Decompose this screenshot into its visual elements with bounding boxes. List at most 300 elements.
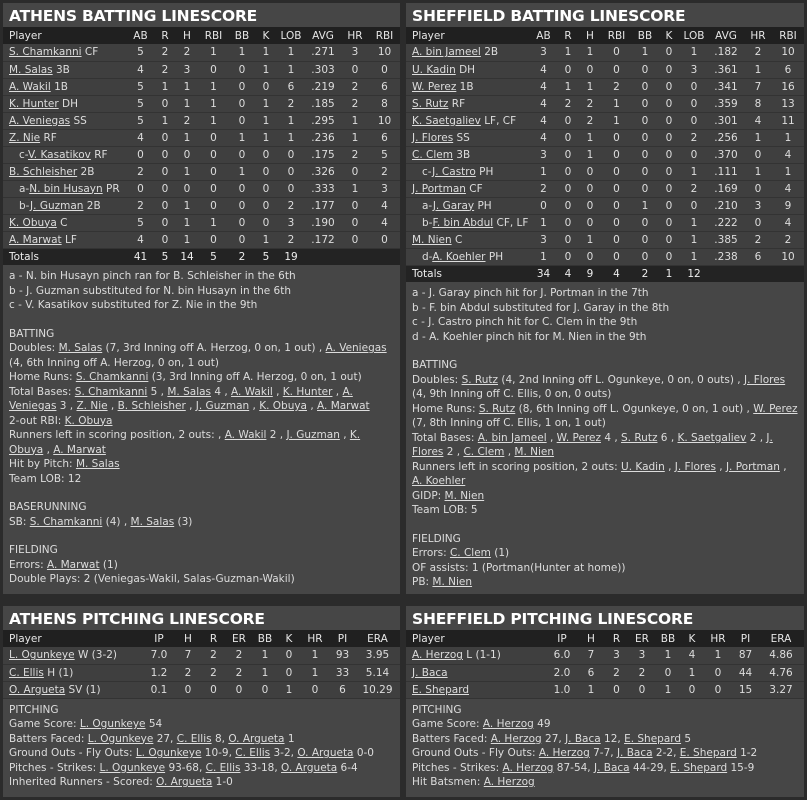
player-link[interactable]: J. Guzman bbox=[30, 199, 84, 212]
stat-cell: 0 bbox=[210, 165, 217, 178]
stat-cell: 3 bbox=[540, 233, 547, 246]
player-link[interactable]: S. Chamkanni bbox=[74, 385, 148, 398]
stat-cell: .256 bbox=[714, 131, 738, 144]
player-cell bbox=[3, 146, 127, 163]
player-link[interactable]: L. Ogunkeye bbox=[79, 718, 146, 730]
stat-cell: 4 bbox=[784, 182, 792, 195]
stat-text: , bbox=[715, 460, 726, 473]
player-link[interactable]: C. Ellis bbox=[205, 761, 241, 774]
stat-text: (3) bbox=[174, 515, 193, 528]
stat-cell: 0 bbox=[690, 80, 698, 93]
player-link[interactable]: A. Marwat bbox=[317, 400, 370, 412]
player-link[interactable]: M. Salas bbox=[58, 342, 103, 354]
player-link[interactable]: A. Herzog bbox=[482, 718, 534, 730]
player-link[interactable]: J. Guzman bbox=[195, 400, 250, 412]
stat-text: 87-54, bbox=[553, 761, 594, 774]
stat-line bbox=[412, 575, 798, 590]
stat-cell: 0 bbox=[665, 182, 673, 195]
player-link[interactable]: A. Marwat bbox=[46, 558, 100, 571]
table-row bbox=[406, 197, 804, 214]
col-header: AVG bbox=[715, 29, 737, 42]
player-link[interactable]: J. Garay bbox=[432, 199, 475, 212]
stat-cell: 0 bbox=[261, 683, 269, 696]
stat-cell: 0 bbox=[137, 182, 144, 195]
stat-text: 3-2, bbox=[270, 747, 298, 759]
player-link[interactable]: L. Ogunkeye bbox=[87, 732, 154, 745]
player-link[interactable]: J. Baca bbox=[593, 761, 630, 774]
player-link[interactable]: S. Rutz bbox=[621, 431, 658, 444]
col-header: RBI bbox=[375, 29, 394, 42]
notes bbox=[3, 699, 400, 794]
col-header: R bbox=[161, 29, 169, 42]
table-row bbox=[406, 664, 804, 681]
stat-cell: 4 bbox=[137, 131, 144, 144]
stat-label: Total Bases: bbox=[9, 385, 75, 398]
player-link[interactable]: O. Argueta bbox=[297, 747, 354, 759]
player-link[interactable]: U. Kadin bbox=[621, 460, 665, 473]
player-link[interactable]: A. Wakil bbox=[9, 80, 51, 93]
stat-text: 2 , bbox=[266, 429, 287, 441]
table-row bbox=[3, 647, 400, 664]
player-link[interactable]: J. Baca bbox=[616, 747, 653, 759]
totals-cell: 34 bbox=[536, 267, 551, 280]
sheffield-batting-panel bbox=[406, 3, 804, 594]
col-header: BB bbox=[660, 632, 676, 645]
stat-cell: 0 bbox=[613, 216, 620, 229]
player-position: CF bbox=[469, 182, 483, 195]
stat-line bbox=[9, 775, 394, 790]
player-link[interactable]: A. Koehler bbox=[432, 250, 486, 263]
stat-cell: 1 bbox=[784, 165, 792, 178]
col-header: LOB bbox=[280, 29, 302, 42]
player-link[interactable]: S. Chamkanni bbox=[75, 371, 149, 383]
stat-cell: 2 bbox=[351, 80, 359, 93]
player-link[interactable]: S. Chamkanni bbox=[9, 46, 82, 59]
stat-text: 3 , bbox=[56, 400, 77, 412]
player-link[interactable]: A. Veniegas bbox=[9, 385, 353, 412]
col-header: ERA bbox=[770, 632, 792, 645]
stat-cell: 0 bbox=[665, 63, 673, 76]
stat-cell: 1 bbox=[210, 216, 217, 229]
stat-cell: 0 bbox=[754, 148, 762, 161]
stat-cell: 0 bbox=[161, 216, 169, 229]
stat-cell: 0 bbox=[238, 97, 246, 110]
stat-cell: 2 bbox=[638, 666, 646, 679]
player-link[interactable]: C. Clem bbox=[412, 148, 453, 161]
stat-label: Hit Batsmen: bbox=[412, 776, 484, 788]
player-link[interactable]: K. Obuya bbox=[64, 414, 113, 427]
stat-line bbox=[412, 460, 798, 489]
player-link[interactable]: M. Salas bbox=[130, 515, 175, 528]
stat-cell: 4 bbox=[381, 216, 388, 229]
stat-label: PB: bbox=[412, 576, 433, 588]
col-header: R bbox=[612, 632, 621, 645]
stat-cell: 1 bbox=[238, 131, 246, 144]
stat-cell: 1 bbox=[564, 46, 572, 59]
stat-cell: 4 bbox=[688, 649, 696, 662]
stat-cell: 0 bbox=[262, 216, 270, 229]
pitcher-link[interactable]: L. Ogunkeye bbox=[9, 649, 75, 662]
player-link[interactable]: W. Perez bbox=[753, 402, 798, 415]
stat-line bbox=[9, 385, 394, 414]
player-link[interactable]: F. bin Abdul bbox=[432, 216, 494, 229]
stat-cell: 6 bbox=[784, 63, 792, 76]
stat-cell: 4 bbox=[540, 63, 547, 76]
stat-cell: 0 bbox=[351, 199, 359, 212]
stat-line bbox=[412, 402, 798, 431]
stat-cell: 0 bbox=[564, 233, 572, 246]
stat-text: 54 bbox=[145, 718, 163, 730]
stat-text: (4, 6th Inning off A. Herzog, 0 on, 1 out) bbox=[9, 356, 219, 369]
sheffield-pitching-panel bbox=[406, 606, 804, 797]
stat-cell: 0 bbox=[381, 233, 388, 246]
player-link[interactable]: M. Salas bbox=[9, 63, 53, 76]
stat-cell: 0 bbox=[161, 199, 169, 212]
stat-cell: .303 bbox=[311, 63, 335, 76]
stat-cell: 2.0 bbox=[553, 666, 571, 679]
stat-label: Team LOB: 5 bbox=[412, 504, 478, 516]
player-link[interactable]: Z. Nie bbox=[9, 131, 41, 144]
stat-text: 2 , bbox=[443, 446, 464, 458]
stat-text: , bbox=[779, 460, 787, 473]
stat-cell: 2 bbox=[235, 649, 243, 662]
header-row bbox=[406, 27, 804, 44]
player-cell bbox=[406, 163, 530, 180]
stat-cell: 0 bbox=[564, 250, 572, 263]
stat-text: 6-4 bbox=[337, 761, 358, 774]
player-link[interactable]: O. Argueta bbox=[156, 776, 213, 788]
stat-cell: .361 bbox=[714, 63, 738, 76]
stat-cell: 0 bbox=[351, 233, 359, 246]
pitcher-link[interactable]: J. Baca bbox=[412, 666, 448, 679]
pitcher-cell bbox=[3, 681, 143, 698]
player-link[interactable]: A. Wakil bbox=[224, 429, 267, 441]
player-link[interactable]: A. bin Jameel bbox=[412, 46, 481, 59]
stat-cell: 7 bbox=[184, 649, 192, 662]
col-header: BB bbox=[637, 29, 653, 42]
stat-text: 33-18, bbox=[240, 761, 282, 774]
player-link[interactable]: E. Shepard bbox=[624, 732, 682, 745]
stat-cell: 11 bbox=[781, 114, 795, 127]
stat-line bbox=[9, 761, 394, 776]
stat-cell: 0 bbox=[183, 182, 191, 195]
player-link[interactable]: C. Clem bbox=[449, 547, 491, 559]
player-cell bbox=[406, 214, 530, 231]
stat-text: 6 , bbox=[657, 431, 678, 444]
player-link[interactable]: K. Obuya bbox=[9, 216, 57, 229]
stat-cell: 2 bbox=[586, 97, 594, 110]
stat-cell: .326 bbox=[311, 165, 335, 178]
stat-cell: 0 bbox=[161, 97, 169, 110]
stat-cell: 0 bbox=[564, 114, 572, 127]
player-link[interactable]: J. Castro bbox=[432, 165, 476, 178]
player-link[interactable]: A. Marwat bbox=[9, 233, 62, 246]
stat-cell: 0 bbox=[641, 114, 649, 127]
sub-prefix: b- bbox=[19, 199, 31, 212]
player-link[interactable]: C. Clem bbox=[463, 446, 505, 458]
stat-cell: .219 bbox=[311, 80, 335, 93]
stat-cell: 1 bbox=[287, 63, 295, 76]
stat-cell: 0 bbox=[641, 165, 649, 178]
player-link[interactable]: M. Nien bbox=[514, 446, 555, 458]
table-row bbox=[406, 180, 804, 197]
table-row bbox=[406, 95, 804, 112]
stat-cell: 0 bbox=[586, 216, 594, 229]
player-link[interactable]: O. Argueta bbox=[228, 732, 285, 745]
player-link[interactable]: A. Herzog bbox=[502, 761, 554, 774]
stat-cell: 0 bbox=[665, 97, 673, 110]
player-link[interactable]: A. Herzog bbox=[490, 732, 542, 745]
player-cell bbox=[3, 112, 127, 129]
player-link[interactable]: A. Wakil bbox=[231, 385, 273, 398]
stat-cell: 0 bbox=[238, 216, 246, 229]
stat-cell: 0 bbox=[641, 63, 649, 76]
sub-prefix: c- bbox=[19, 148, 28, 161]
stat-text: , bbox=[272, 385, 283, 398]
stat-cell: 87 bbox=[738, 649, 753, 662]
player-link[interactable]: S. Rutz bbox=[461, 373, 499, 386]
stat-label: Runners left in scoring position, 2 outs: , bbox=[9, 429, 225, 441]
stat-cell: 1 bbox=[210, 46, 217, 59]
stat-cell: 1 bbox=[311, 649, 319, 662]
col-header: K bbox=[665, 29, 673, 42]
stat-line bbox=[9, 515, 394, 530]
player-link[interactable]: M. Nien bbox=[432, 576, 473, 588]
stat-cell: 1 bbox=[690, 165, 698, 178]
player-link[interactable]: K. Obuya bbox=[9, 429, 361, 456]
stat-cell: 4.76 bbox=[769, 666, 793, 679]
table-row bbox=[3, 95, 400, 112]
sub-prefix: b- bbox=[422, 216, 433, 229]
stat-cell: 0 bbox=[161, 148, 169, 161]
stat-cell: 3 bbox=[351, 46, 359, 59]
player-link[interactable]: W. Perez bbox=[412, 80, 457, 93]
stat-cell: 3.95 bbox=[365, 649, 390, 662]
player-link[interactable]: E. Shepard bbox=[670, 761, 728, 774]
player-position: PR bbox=[106, 182, 120, 195]
stat-line bbox=[412, 717, 798, 732]
stat-cell: 0 bbox=[754, 182, 762, 195]
stat-text: , bbox=[504, 446, 515, 458]
stat-cell: 0 bbox=[210, 233, 217, 246]
player-link[interactable]: M. Salas bbox=[75, 458, 120, 470]
stat-text: (3, 3rd Inning off A. Herzog, 0 on, 1 out) bbox=[148, 371, 362, 383]
stat-cell: 0 bbox=[690, 199, 698, 212]
stat-cell: 2 bbox=[137, 165, 144, 178]
player-link[interactable]: J. Portman bbox=[412, 182, 466, 195]
pitcher-link[interactable]: O. Argueta bbox=[9, 683, 66, 696]
stat-label: Errors: bbox=[9, 558, 47, 571]
player-link[interactable]: J. Guzman bbox=[286, 429, 340, 441]
player-link[interactable]: A. Koehler bbox=[412, 475, 466, 487]
player-link[interactable]: K. Hunter bbox=[282, 385, 333, 398]
player-link[interactable]: K. Saetgaliev bbox=[412, 114, 481, 127]
player-link[interactable]: J. Baca bbox=[565, 732, 601, 745]
stat-cell: 3 bbox=[183, 63, 191, 76]
col-header: AB bbox=[133, 29, 148, 42]
table-row bbox=[3, 214, 400, 231]
player-position: 3B bbox=[56, 63, 70, 76]
player-cell bbox=[3, 44, 127, 61]
player-cell bbox=[3, 180, 127, 197]
stat-text: 27, bbox=[153, 732, 177, 745]
stat-cell: 1 bbox=[540, 216, 547, 229]
player-link[interactable]: L. Ogunkeye bbox=[99, 761, 166, 774]
stat-line bbox=[412, 489, 798, 504]
player-link[interactable]: W. Perez bbox=[556, 431, 601, 444]
stat-cell: .172 bbox=[311, 233, 335, 246]
stat-cell: 0 bbox=[262, 148, 270, 161]
stat-cell: 0 bbox=[586, 199, 594, 212]
stat-cell: 1 bbox=[262, 63, 270, 76]
totals-row bbox=[3, 248, 400, 265]
stat-cell: 0 bbox=[665, 216, 673, 229]
player-cell bbox=[3, 231, 127, 248]
totals-cell: 9 bbox=[586, 267, 594, 280]
stat-cell: 13 bbox=[781, 97, 795, 110]
player-link[interactable]: K. Saetgaliev bbox=[677, 431, 747, 444]
player-link[interactable]: C. Ellis bbox=[176, 732, 212, 745]
stat-cell: .385 bbox=[714, 233, 738, 246]
stat-cell: 0 bbox=[161, 182, 169, 195]
stat-cell: 0 bbox=[664, 666, 672, 679]
player-link[interactable]: J. Flores bbox=[743, 373, 786, 386]
stat-cell: 0 bbox=[613, 199, 620, 212]
player-link[interactable]: L. Ogunkeye bbox=[135, 747, 202, 759]
stat-cell: 0.1 bbox=[150, 683, 168, 696]
player-link[interactable]: O. Argueta bbox=[281, 761, 338, 774]
stat-cell: 2 bbox=[235, 666, 243, 679]
stat-cell: 0 bbox=[238, 63, 246, 76]
stat-cell: 0 bbox=[564, 63, 572, 76]
player-link[interactable]: E. Shepard bbox=[679, 747, 737, 759]
player-link[interactable]: A. Veniegas bbox=[325, 342, 387, 354]
stat-cell: 3 bbox=[754, 199, 762, 212]
stat-cell: 0 bbox=[285, 649, 293, 662]
stat-cell: 0 bbox=[665, 131, 673, 144]
player-link[interactable]: S. Chamkanni bbox=[29, 515, 103, 528]
player-link[interactable]: N. bin Husayn bbox=[29, 182, 103, 195]
table-row bbox=[406, 112, 804, 129]
pitcher-link[interactable]: A. Herzog bbox=[412, 649, 463, 662]
col-header: HR bbox=[347, 29, 363, 42]
player-link[interactable]: J. Flores bbox=[412, 431, 773, 458]
stat-cell: 0 bbox=[161, 233, 169, 246]
stat-label: Batters Faced: bbox=[412, 732, 491, 745]
table-row bbox=[406, 146, 804, 163]
player-position: 2B bbox=[484, 46, 499, 59]
stat-cell: 1 bbox=[262, 97, 270, 110]
stat-cell: 0 bbox=[351, 165, 359, 178]
stat-cell: 1 bbox=[238, 46, 246, 59]
player-cell bbox=[406, 129, 530, 146]
totals-cell bbox=[341, 248, 369, 265]
stat-cell: 10 bbox=[377, 114, 392, 127]
stat-cell: 1 bbox=[586, 46, 594, 59]
player-link[interactable]: J. Flores bbox=[674, 460, 716, 473]
player-position: 1B bbox=[54, 80, 68, 93]
stat-cell: 0 bbox=[641, 182, 649, 195]
player-link[interactable]: M. Nien bbox=[444, 489, 485, 502]
player-link[interactable]: A. Veniegas bbox=[9, 114, 71, 127]
player-link[interactable]: K. Obuya bbox=[259, 400, 307, 412]
player-link[interactable]: Z. Nie bbox=[76, 400, 108, 412]
player-position: PH bbox=[479, 165, 494, 178]
col-header: AB bbox=[536, 29, 551, 42]
stat-cell: 2 bbox=[586, 114, 594, 127]
stat-cell: 0 bbox=[238, 199, 246, 212]
player-cell bbox=[406, 231, 530, 248]
player-link[interactable]: A. bin Jameel bbox=[477, 431, 547, 444]
stat-text: 44-29, bbox=[629, 761, 671, 774]
player-link[interactable]: S. Rutz bbox=[478, 402, 516, 415]
stat-line bbox=[9, 732, 394, 747]
stat-cell: .169 bbox=[714, 182, 738, 195]
player-link[interactable]: M. Nien bbox=[412, 233, 452, 246]
stat-cell: 0 bbox=[238, 80, 246, 93]
col-header: BB bbox=[257, 632, 273, 645]
col-header: K bbox=[262, 29, 270, 42]
player-link[interactable]: A. Marwat bbox=[53, 443, 106, 456]
stat-cell: 1 bbox=[285, 683, 293, 696]
player-link[interactable]: J. Portman bbox=[725, 460, 780, 473]
stat-label: Home Runs: bbox=[412, 402, 479, 415]
player-link[interactable]: C. Ellis bbox=[235, 747, 271, 759]
stat-text: 49 bbox=[533, 718, 551, 730]
stat-cell: 2 bbox=[690, 131, 698, 144]
col-header: IP bbox=[154, 632, 164, 645]
col-header: R bbox=[564, 29, 572, 42]
stat-label: Pitches - Strikes: bbox=[412, 761, 503, 774]
stat-line bbox=[412, 431, 798, 460]
sub-prefix: a- bbox=[19, 182, 30, 195]
player-link[interactable]: S. Rutz bbox=[412, 97, 449, 110]
player-link[interactable]: U. Kadin bbox=[412, 63, 456, 76]
stat-cell: 6 bbox=[339, 683, 346, 696]
totals-cell: 12 bbox=[687, 267, 701, 280]
stat-cell: 2 bbox=[613, 666, 620, 679]
stat-line bbox=[412, 761, 798, 776]
stat-cell: 0 bbox=[613, 148, 620, 161]
stat-cell: 0 bbox=[641, 80, 649, 93]
pitcher-link[interactable]: E. Shepard bbox=[412, 683, 469, 696]
stat-label: Doubles: bbox=[9, 342, 59, 354]
athens-pitching-panel bbox=[3, 606, 400, 797]
player-link[interactable]: A. Herzog bbox=[483, 776, 535, 788]
table-row bbox=[406, 78, 804, 95]
player-link[interactable]: B. Schleisher bbox=[9, 165, 78, 178]
stat-cell: 0 bbox=[564, 182, 572, 195]
stat-cell: 1 bbox=[262, 46, 270, 59]
player-link[interactable]: A. Herzog bbox=[538, 747, 590, 759]
stat-cell: 1 bbox=[210, 97, 217, 110]
stat-cell: 1 bbox=[183, 80, 191, 93]
notes bbox=[406, 699, 804, 794]
stat-cell: 0 bbox=[613, 233, 620, 246]
stat-cell: 1 bbox=[183, 97, 191, 110]
stat-cell: 4 bbox=[540, 97, 547, 110]
player-link[interactable]: B. Schleisher bbox=[117, 400, 186, 412]
player-link[interactable]: M. Salas bbox=[167, 385, 212, 398]
player-link[interactable]: K. Hunter bbox=[9, 97, 59, 110]
player-link[interactable]: V. Kasatikov bbox=[27, 148, 91, 161]
player-link[interactable]: J. Flores bbox=[412, 131, 454, 144]
stat-cell: 0 bbox=[238, 182, 246, 195]
pitcher-link[interactable]: C. Ellis bbox=[9, 666, 44, 679]
stat-cell: 1 bbox=[564, 80, 572, 93]
stat-cell: 4 bbox=[540, 114, 547, 127]
stat-label: Total Bases: bbox=[412, 431, 478, 444]
